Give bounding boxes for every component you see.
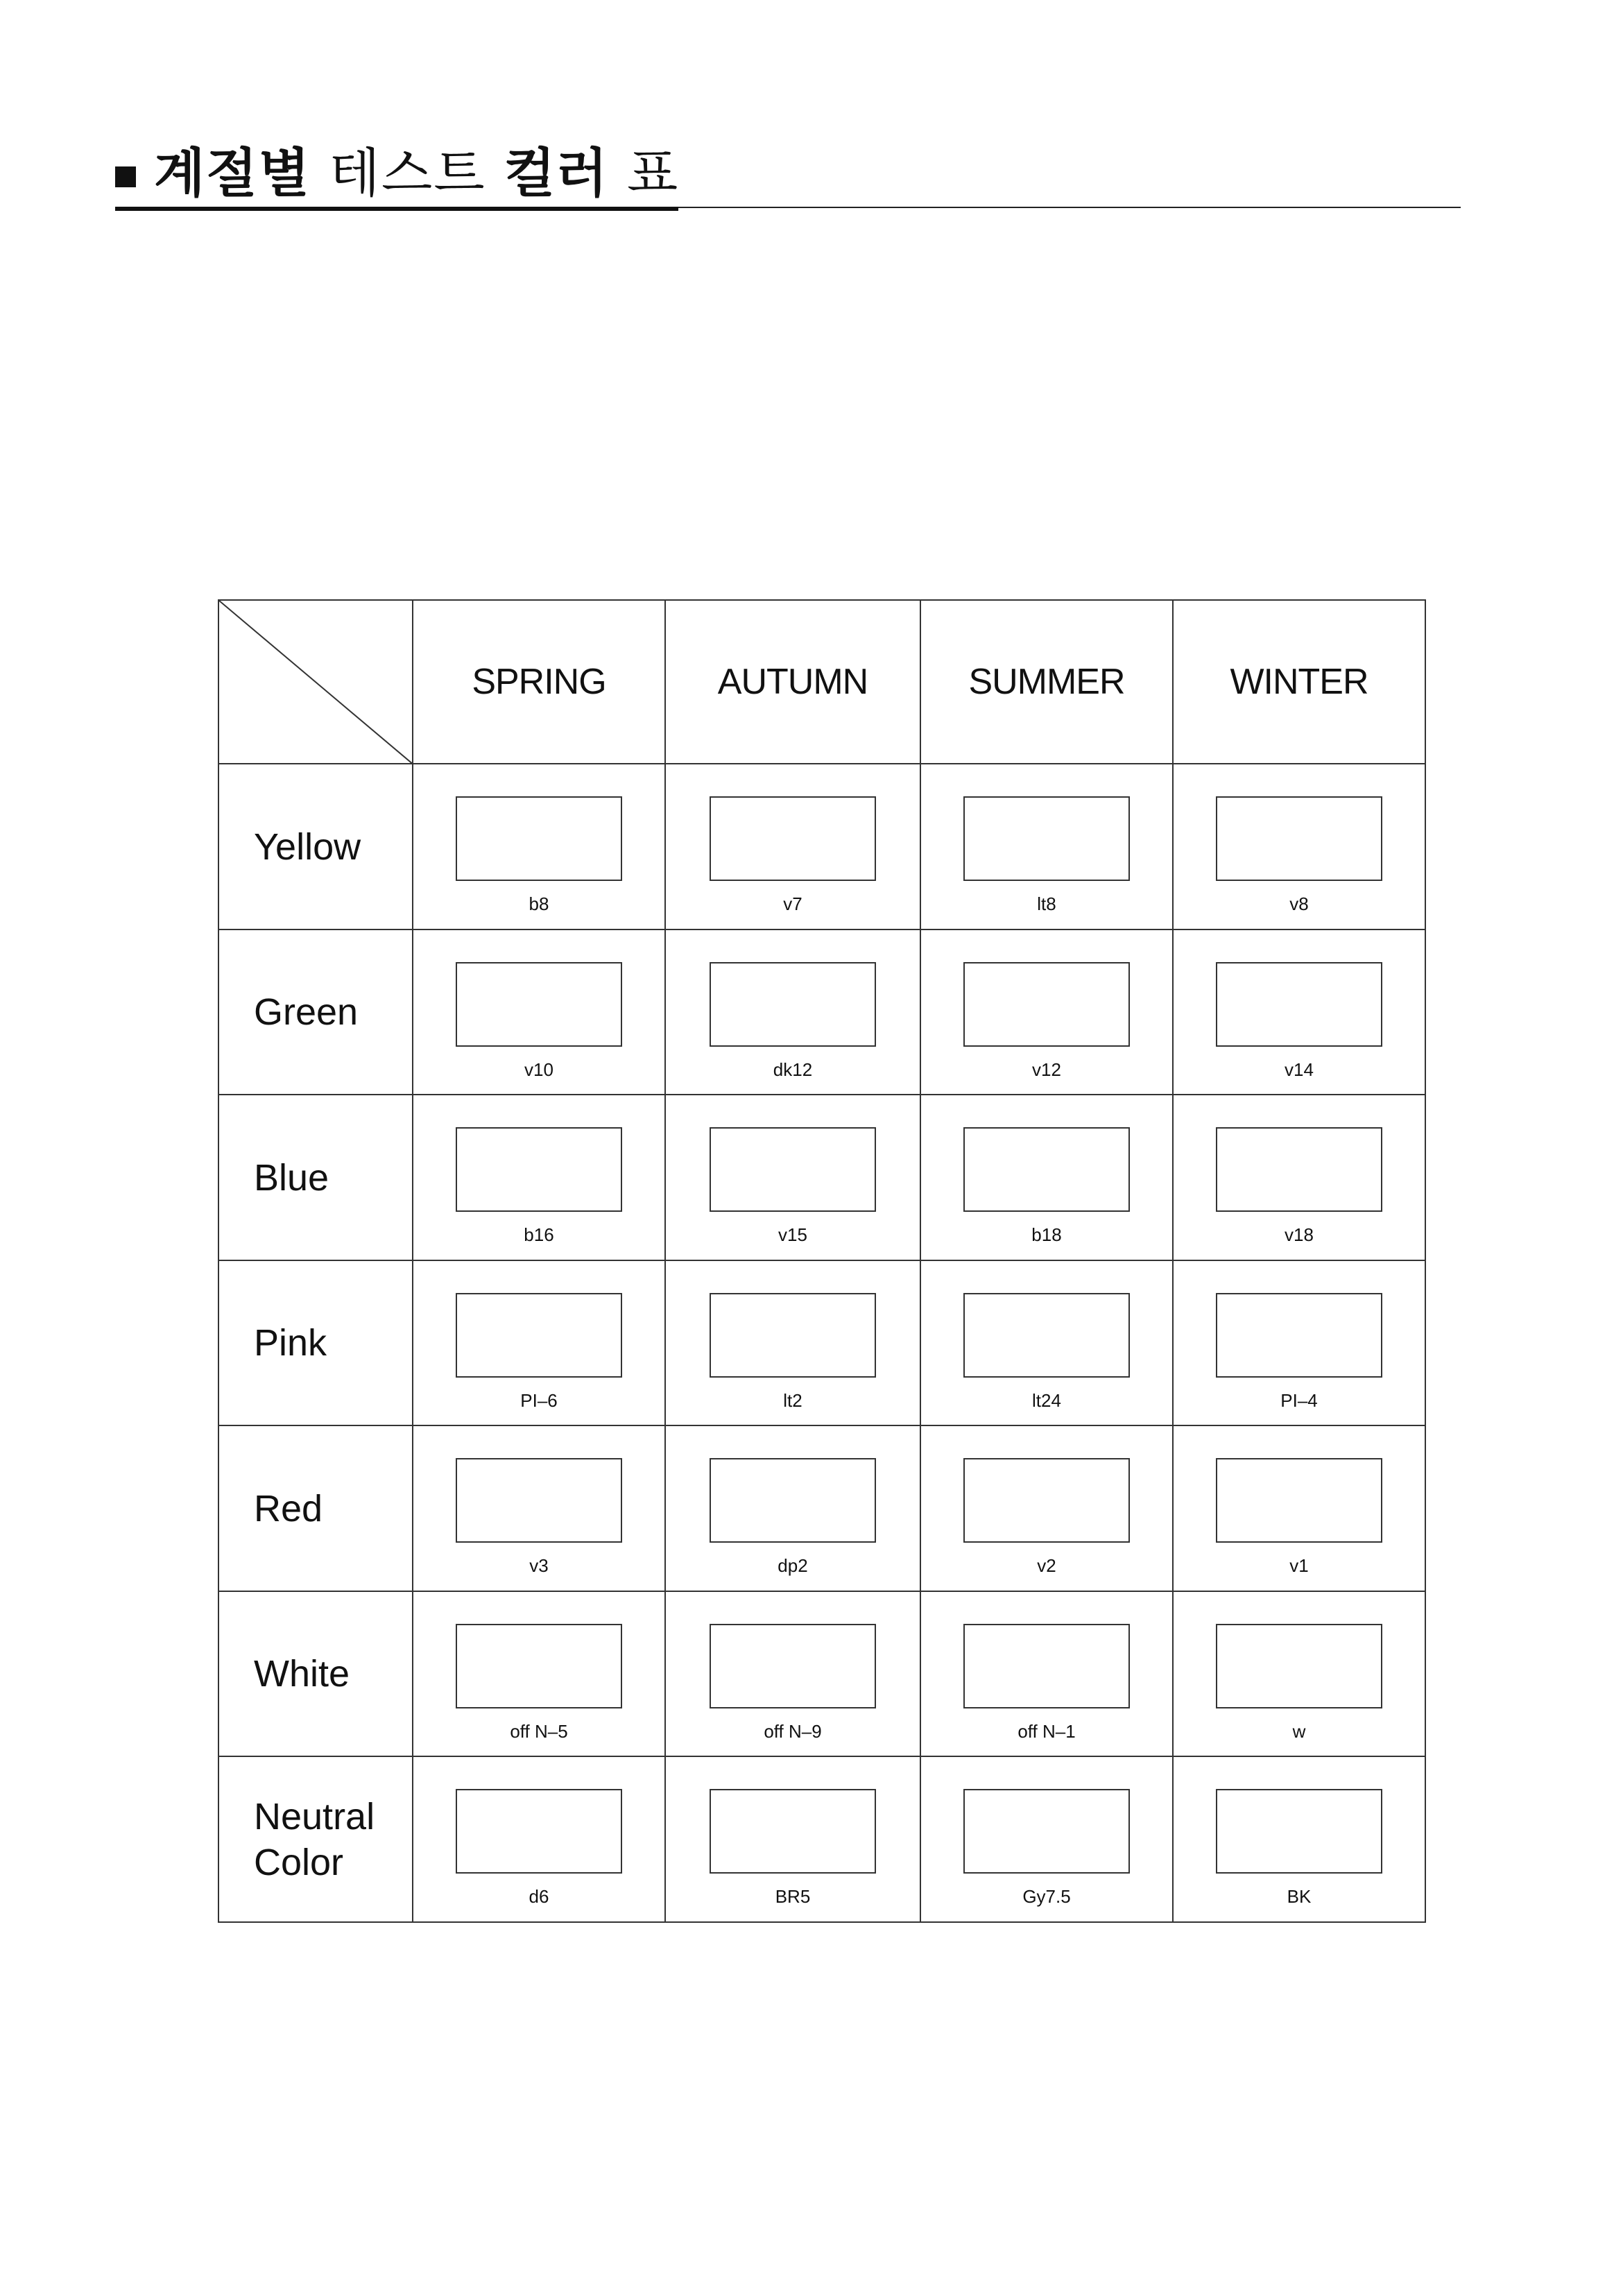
color-swatch-box (1216, 1293, 1382, 1378)
row-label: Yellow (218, 764, 413, 929)
color-swatch-box (456, 1127, 622, 1212)
season-header-winter: WINTER (1173, 600, 1425, 764)
color-swatch-box (710, 1458, 876, 1543)
color-cell (1173, 1260, 1425, 1426)
color-swatch-box (1216, 796, 1382, 881)
title-word-1: 계절별 (154, 142, 311, 204)
corner-cell (218, 600, 413, 764)
color-swatch-box (710, 1624, 876, 1708)
color-code: dk12 (773, 1059, 813, 1080)
color-cell (665, 929, 920, 1095)
table-row (218, 1591, 1425, 1757)
color-cell (665, 1756, 920, 1922)
title-word-2: 테스트 (329, 142, 486, 204)
color-swatch-box (963, 1458, 1130, 1543)
color-swatch-box (710, 962, 876, 1047)
color-code: off N–9 (764, 1720, 822, 1742)
color-code: off N–1 (1017, 1720, 1076, 1742)
color-swatch-box (456, 962, 622, 1047)
color-code: b16 (524, 1224, 554, 1246)
color-swatch-box (456, 1293, 622, 1378)
row-label: Pink (218, 1260, 413, 1426)
color-code: off N–5 (510, 1720, 568, 1742)
color-code: lt2 (783, 1389, 802, 1411)
color-code: v7 (783, 893, 802, 915)
color-swatch-box (710, 1127, 876, 1212)
color-cell (920, 764, 1173, 929)
color-code: v10 (524, 1059, 553, 1080)
color-cell (1173, 1095, 1425, 1260)
color-code: v14 (1285, 1059, 1314, 1080)
color-code: Gy7.5 (1022, 1886, 1071, 1908)
table-row (218, 1095, 1425, 1260)
color-cell (920, 929, 1173, 1095)
table-row (218, 929, 1425, 1095)
color-cell (920, 1756, 1173, 1922)
color-swatch-box (963, 1127, 1130, 1212)
title-word-3: 컬러 (504, 142, 609, 204)
table-body (218, 764, 1425, 1922)
color-swatch-box (963, 1624, 1130, 1708)
color-cell (1173, 929, 1425, 1095)
color-swatch-box (963, 796, 1130, 881)
table-row (218, 1425, 1425, 1591)
seasonal-color-table (218, 599, 1426, 1923)
color-code: lt24 (1032, 1389, 1061, 1411)
color-code: PI–6 (520, 1389, 558, 1411)
color-code: v1 (1289, 1555, 1309, 1577)
color-swatch-box (1216, 962, 1382, 1047)
color-code: lt8 (1037, 893, 1056, 915)
row-label: Green (218, 929, 413, 1095)
color-swatch-box (963, 962, 1130, 1047)
page-title (154, 139, 679, 208)
color-swatch-box (710, 796, 876, 881)
color-cell (920, 1095, 1173, 1260)
row-label-line: Color (254, 1841, 344, 1883)
table-row (218, 764, 1425, 929)
color-cell (413, 1095, 665, 1260)
color-cell (1173, 1591, 1425, 1757)
color-code: w (1292, 1720, 1306, 1742)
color-cell (1173, 764, 1425, 929)
color-cell (1173, 1756, 1425, 1922)
color-code: v8 (1289, 893, 1309, 915)
color-swatch-box (456, 796, 622, 881)
color-cell (413, 1756, 665, 1922)
row-label: Blue (218, 1095, 413, 1260)
row-label: White (218, 1591, 413, 1757)
table-row (218, 1756, 1425, 1922)
color-cell (413, 764, 665, 929)
season-header-autumn: AUTUMN (665, 600, 920, 764)
title-underline (115, 207, 678, 211)
color-code: v2 (1037, 1555, 1056, 1577)
color-swatch-box (456, 1624, 622, 1708)
color-code: v3 (529, 1555, 549, 1577)
diagonal-line-icon (219, 601, 412, 763)
color-code: BR5 (775, 1886, 811, 1908)
row-label-line: Neutral (254, 1795, 375, 1837)
season-header-summer: SUMMER (920, 600, 1173, 764)
color-code: d6 (529, 1886, 549, 1908)
color-code: v15 (778, 1224, 807, 1246)
table-row (218, 1260, 1425, 1426)
season-header-row (218, 600, 1425, 764)
color-cell (1173, 1425, 1425, 1591)
color-cell (920, 1591, 1173, 1757)
color-swatch-box (963, 1789, 1130, 1874)
color-cell (413, 1425, 665, 1591)
title-word-4: 표 (626, 142, 680, 204)
color-cell (665, 764, 920, 929)
color-code: dp2 (778, 1555, 808, 1577)
color-code: b18 (1031, 1224, 1062, 1246)
color-swatch-box (1216, 1458, 1382, 1543)
color-code: PI–4 (1280, 1389, 1318, 1411)
color-cell (920, 1425, 1173, 1591)
color-swatch-box (1216, 1789, 1382, 1874)
color-cell (665, 1095, 920, 1260)
color-swatch-box (963, 1293, 1130, 1378)
color-code: v12 (1032, 1059, 1061, 1080)
color-swatch-box (456, 1789, 622, 1874)
season-header-spring: SPRING (413, 600, 665, 764)
page-header (115, 139, 1461, 215)
color-code: BK (1287, 1886, 1312, 1908)
color-swatch-box (1216, 1624, 1382, 1708)
square-bullet-icon (115, 166, 136, 187)
row-label: Red (218, 1425, 413, 1591)
header-rule (678, 207, 1461, 208)
color-swatch-box (710, 1789, 876, 1874)
color-code: b8 (529, 893, 549, 915)
color-swatch-box (1216, 1127, 1382, 1212)
color-cell (413, 929, 665, 1095)
color-swatch-box (456, 1458, 622, 1543)
color-code: v18 (1285, 1224, 1314, 1246)
row-label (218, 1756, 413, 1922)
color-cell (413, 1260, 665, 1426)
color-cell (665, 1591, 920, 1757)
color-cell (665, 1425, 920, 1591)
color-cell (413, 1591, 665, 1757)
color-swatch-box (710, 1293, 876, 1378)
color-cell (920, 1260, 1173, 1426)
color-cell (665, 1260, 920, 1426)
